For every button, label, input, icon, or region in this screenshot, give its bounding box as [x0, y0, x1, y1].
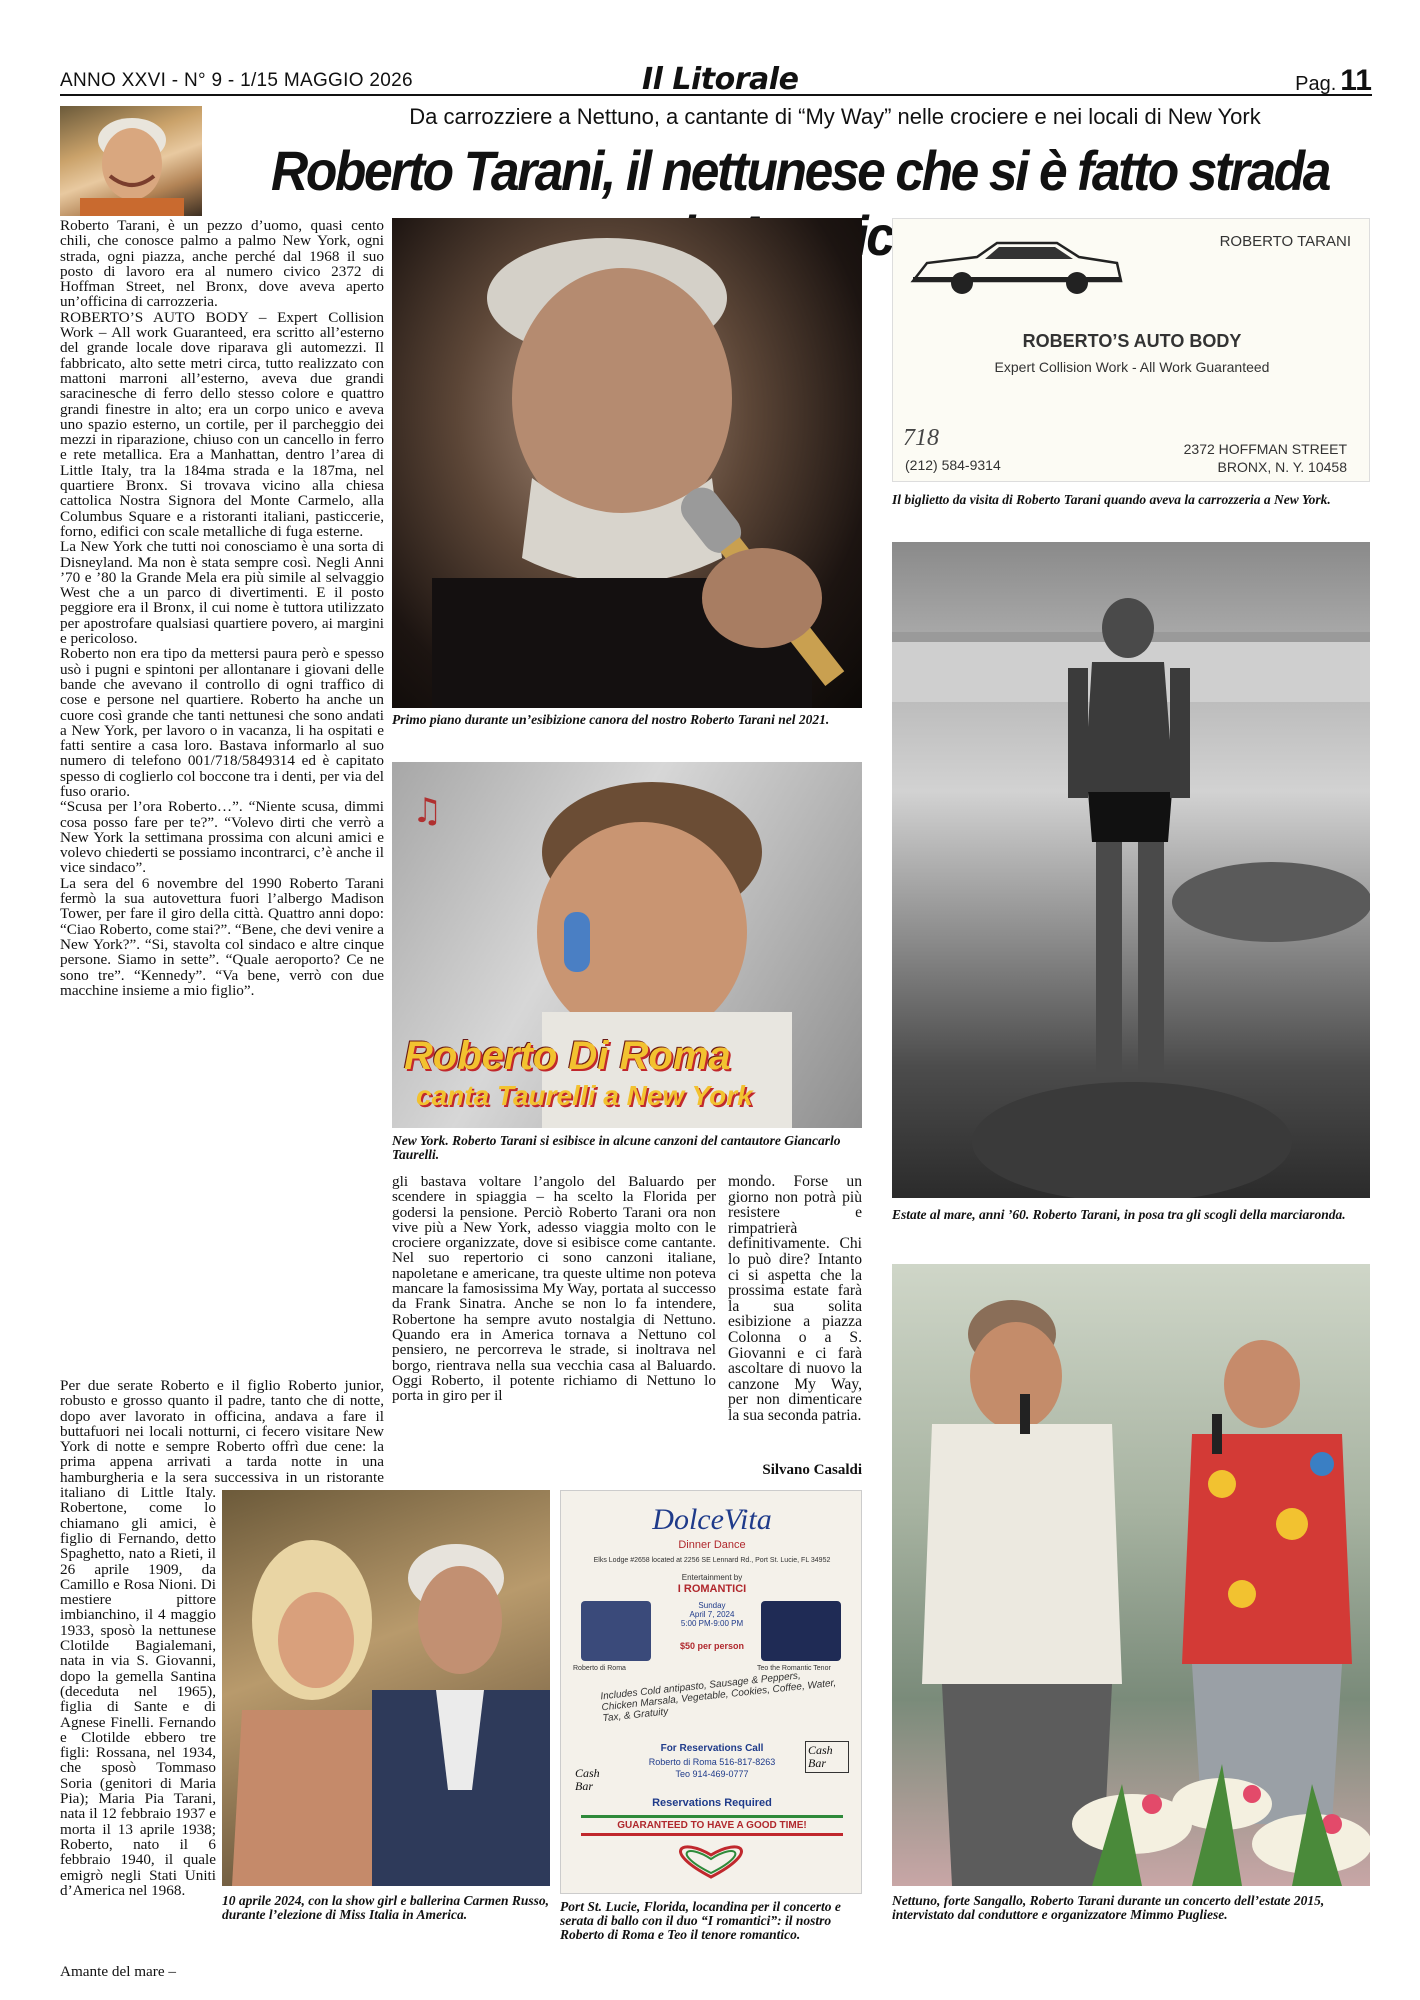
paragraph-2: ROBERTO’S AUTO BODY – Expert Collision Work – All work Guaranteed, era scritto all’esterno del grande locale dove riparava gli automezzi. Il fabbricato, alto sette metri circa, tutto realizzato con mattoni marroni all’esterno, aveva due grandi saracinesche di ferro dello stesso colore e quattro grandi finestre in alto; era un corpo unico e aveva uno spazio esterno, un cortile, per il parcheggio dei mezzi in riparazione, chiuso con un cancello in ferro e rete metallica. Era a Manhattan, dentro l’area di Little Italy, tra la 184ma strada e la 187ma, nel quartiere Bronx. Si trovava vicino alla chiesa cattolica Nostra Signora del Monte Carmelo, alla Columbus Square e a ristoranti italiani, pasticcerie, forno, edifici con scale metalliche di fuga esterne.	[60, 308, 384, 540]
flyer-menu: Includes Cold antipasto, Sausage & Peppers, Chicken Marsala, Vegetable, Cookies, Coffee, Water, Tax, & Gratuity	[599, 1670, 837, 1725]
article-column-2	[392, 1174, 716, 1482]
paragraph-5: “Scusa per l’ora Roberto…”. “Niente scusa, dimmi cosa posso fare per te?”. “Volevo dirti che verrò a New York la settimana prossima con alcuni amici e volevo chiederti se possiamo incontrarci, c’è anche il vice sindaco”.	[60, 798, 384, 877]
card-handwritten-area-code: 718	[903, 425, 939, 451]
interview-on-stage-icon	[892, 1264, 1370, 1886]
flyer-singer-1-photo	[581, 1601, 651, 1661]
caption-port-st-lucie: Port St. Lucie, Florida, locandina per il concerto e serata di ballo con il duo “I romantici”: il nostro Roberto di Roma e Teo il tenore romantico.	[560, 1899, 841, 1942]
new-york-poster-photo	[392, 762, 862, 1128]
flyer-entertainment: Entertainment by	[681, 1573, 743, 1582]
flyer-photo	[560, 1490, 862, 1894]
business-card	[892, 218, 1370, 482]
flyer-group: I ROMANTICI	[677, 1583, 747, 1595]
card-address-1: 2372 HOFFMAN STREET	[1183, 441, 1347, 457]
flyer-singer-2-photo	[761, 1601, 841, 1661]
paragraph-8: Amante del mare –	[60, 1964, 176, 1980]
card-phone: (212) 584-9314	[905, 457, 1001, 473]
man-on-rocks-icon	[892, 542, 1370, 1198]
caption-beach-60s: Estate al mare, anni ’60. Roberto Tarani, in posa tra gli scogli della marciaronda.	[892, 1207, 1346, 1222]
flyer-singer-1: Roberto di Roma	[573, 1665, 626, 1672]
poster-banner-line-1: Roberto Di Roma	[404, 1034, 731, 1078]
flyer-singer-2: Teo the Romantic Tenor	[757, 1665, 831, 1672]
page-number-value: 11	[1340, 64, 1372, 97]
author: Silvano Casaldi	[762, 1462, 862, 1478]
flyer-date: Sunday April 7, 2024 5:00 PM-9:00 PM	[680, 1601, 744, 1628]
beach-60s-photo	[892, 542, 1370, 1198]
flyer-required: Reservations Required	[652, 1797, 772, 1809]
singer-photo-2021	[392, 218, 862, 708]
article-column-3	[728, 1174, 862, 1458]
page-number	[1295, 64, 1372, 98]
caption-sangallo: Nettuno, forte Sangallo, Roberto Tarani durante un concerto dell’estate 2015, intervistato dal conduttore e organizzatore Mimmo Pugliese.	[892, 1893, 1325, 1922]
page-label: Pag.	[1295, 73, 1337, 95]
flyer-subtitle: Dinner Dance	[678, 1539, 746, 1551]
caption-new-york: New York. Roberto Tarani si esibisce in alcune canzoni del cantautore Giancarlo Taurelli.	[392, 1133, 841, 1162]
card-company: ROBERTO’S AUTO BODY	[1022, 331, 1242, 351]
card-address-2: BRONX, N. Y. 10458	[1217, 459, 1347, 475]
portrait-photo	[60, 106, 202, 216]
issue-info: ANNO XXVI - N° 9 - 1/15 MAGGIO 2026	[60, 70, 413, 91]
column-3-text: mondo. Forse un giorno non potrà più resistere e rimpatrierà definitivamente. Chi lo può dire? Intanto ci si aspetta che la prossima estate farà la sua solita esibizione a piazza Colonna o a S. Giovanni e ci farà ascoltare di nuovo la canzone My Way, per non dimenticare la sua seconda patria.	[728, 1174, 862, 1424]
masthead	[60, 62, 1372, 96]
singer-with-microphone-icon	[392, 218, 862, 708]
article-column-1	[60, 218, 384, 1378]
sangallo-concert-photo	[892, 1264, 1370, 1886]
card-owner-name: ROBERTO TARANI	[1219, 233, 1351, 250]
article-column-1-bottom	[60, 1964, 220, 1984]
flyer-reservations-head: For Reservations Call	[660, 1743, 764, 1754]
newspaper-logo: Il Litorale	[642, 62, 799, 97]
caption-carmen-russo: 10 aprile 2024, con la show girl e ballerina Carmen Russo, durante l’elezione di Miss Italia in America.	[222, 1893, 550, 1922]
paragraph-3: La New York che tutti noi conosciamo è una sorta di Disneyland. Ma non è stata sempre così. Negli Anni ’70 e ’80 la Grande Mela era più simile al selvaggio West che a un parco di divertimenti. E il posto peggiore era il Bronx, il cui nome è tuttora utilizzato per apostrofare qualsiasi quartiere povero, ai margini e pericoloso.	[60, 538, 384, 648]
couple-icon	[222, 1490, 550, 1886]
flyer-contact-1: Roberto di Roma 516-817-8263	[648, 1757, 776, 1767]
flyer-cash-bar-right: Cash Bar	[805, 1741, 849, 1773]
carmen-russo-photo	[222, 1490, 550, 1886]
kicker: Da carrozziere a Nettuno, a cantante di “My Way” nelle crociere e nei locali di New York	[409, 104, 1261, 129]
paragraph-7: Per due serate Roberto e il figlio Roberto junior, robusto e grosso quanto il padre, tanto che di notte, dopo aver lavorato in officina, andava a fare il buttafuori nei locali notturni, ci fecero visitare New York di notte e sempre Roberto offrì due cene: la prima appena arrivati a tarda notte in una hamburgheria e la sera successiva in un ristorante italiano di Little Italy. Robertone, come lo chiamano gli amici, è figlio di Fernando, detto Spaghetto, nato a Rieti, il 26 aprile 1909, da Camillo e Rosa Nioni. Di mestiere pittore imbianchino, il 4 maggio 1933, sposò la nettunese Clotilde Bagialemani, nata in via S. Giovanni, dopo la gemella Santina (deceduta nel 1965), figlia di Sante e di Agnese Finelli. Fernando e Clotilde ebbero tre figli: Rossana, nel 1934, che sposò Tommaso Soria (genitori di Maria Pia); Maria Pia Tarani, nata il 12 febbraio 1937 e morta il 13 aprile 1938; Roberto, nato il 6 febbraio 1940, il quale emigrò negli Stati Uniti d’America nel 1968.	[60, 1378, 384, 1899]
paragraph-1: Roberto Tarani, è un pezzo d’uomo, quasi cento chili, che conosce palmo a palmo New York, ogni strada, ogni piazza, anche perché dal 1968 il suo posto di lavoro era al numero civico 2372 di Hoffman Street, nel Bronx, dove aveva aperto un’officina di carrozzeria.	[60, 218, 384, 311]
headline: Roberto Tarani, il nettunese che si è fatto strada	[270, 139, 1329, 202]
column-2-text: gli bastava voltare l’angolo del Baluardo per scendere in spiaggia – ha scelto la Florida per godersi la pensione. Perciò Roberto Tarani ora non vive più a New York, adesso viaggia molto con le crociere organizzate, dove si esibisce come cantante. Nel suo repertorio ci sono canzoni italiane, napoletane e americane, tra queste ultime non poteva mancare la famosissima My Way, portata al successo da Frank Sinatra. Anche se non lo fa intendere, Robertone ha sempre avuto nostalgia di Nettuno. Quando era in America tornava a Nettuno col pensiero, ne percorreva le strade, si inoltrava nel borgo, rientrava nella sua vecchia casa al Baluardo. Oggi Roberto, il potente richiamo di Nettuno lo porta in giro per il	[392, 1174, 716, 1405]
paragraph-6: La sera del 6 novembre del 1990 Roberto Tarani fermò la sua autovettura fuori l’albergo Madison Tower, per fare il giro della città. Quattro anni dopo: “Ciao Roberto, come stai?”. “Bene, che devi venire a New York?”. “Si, stavolta col sindaco e altre cinque persone. Siamo in sette”. “Quale aeroporto? Ce ne sono tre”. “Kennedy”. “Va bene, verrò con due macchine insieme a mio figlio”.	[60, 874, 384, 999]
flyer-price: $50 per person	[679, 1641, 745, 1651]
flyer-contact-2: Teo 914-469-0777	[675, 1769, 749, 1779]
flyer-title: DolceVita	[652, 1503, 772, 1536]
flyer-venue: Elks Lodge #2658 located at 2256 SE Lennard Rd., Port St. Lucie, FL 34952	[593, 1557, 831, 1564]
caption-singer-2021: Primo piano durante un’esibizione canora del nostro Roberto Tarani nel 2021.	[392, 712, 830, 727]
poster-banner-line-2: canta Taurelli a New York	[416, 1080, 753, 1111]
card-tagline: Expert Collision Work - All Work Guaranteed	[994, 359, 1270, 375]
portrait-face-icon	[60, 106, 202, 216]
flyer-cash-bar-left: Cash Bar	[575, 1766, 600, 1793]
paragraph-4: Roberto non era tipo da mettersi paura però e spesso usò i pugni e spintoni per allontanare i giovani delle bande che avevano il controllo di ogni traffico di cose e persone nel quartiere. Roberto ha anche un cuore così grande che tanti nettunesi che sono andati a New York, per lavoro o in vacanza, li ha ospitati e fatti sentire a casa loro. Bastava informarlo al suo numero di telefono 001/718/5849314 ed è capitato spesso di coglierlo col boccone tra i denti, per via del fuso orario.	[60, 645, 384, 800]
svg-text:♫: ♫	[412, 791, 443, 831]
vintage-car-icon	[907, 233, 1127, 303]
heart-ornament-icon	[641, 1841, 781, 1881]
flyer-guarantee: GUARANTEED TO HAVE A GOOD TIME!	[581, 1815, 843, 1836]
caption-business-card: Il biglietto da visita di Roberto Tarani quando aveva la carrozzeria a New York.	[892, 492, 1331, 507]
